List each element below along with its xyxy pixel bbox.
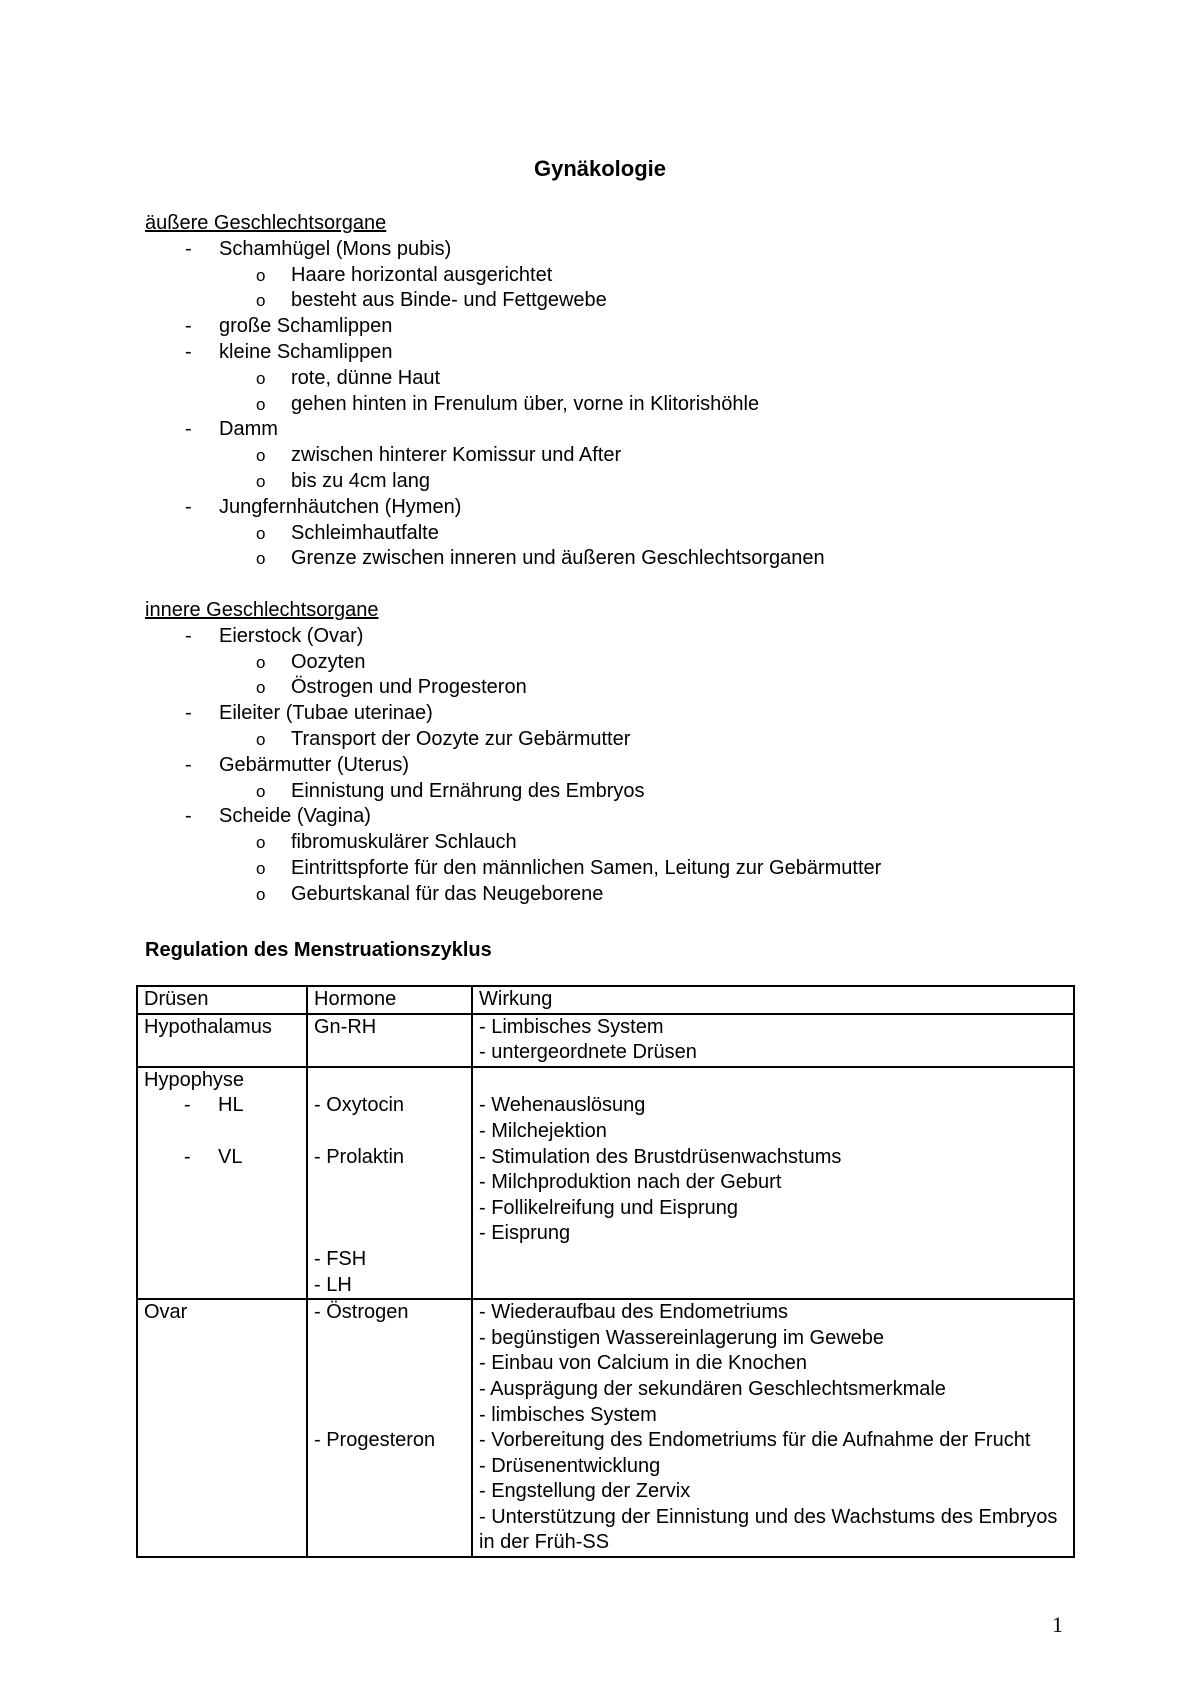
sub-list-item [145, 469, 1145, 495]
sub-list-item-text: Östrogen und Progesteron [291, 676, 527, 699]
effect-line: - begünstigen Wassereinlagerung im Gewebe [479, 1326, 885, 1349]
bullet-marker: o [256, 652, 266, 672]
header-glands-text: Drüsen [144, 988, 209, 1010]
list-item-text: Jungfernhäutchen (Hymen) [219, 495, 462, 518]
sub-list-item [145, 856, 1145, 882]
sub-gland [144, 1145, 300, 1171]
sub-list-item [145, 263, 1145, 289]
dash-marker: - [185, 340, 192, 363]
dash-marker: - [185, 805, 192, 828]
blank-line [314, 1196, 465, 1222]
section-heading-inner: innere Geschlechtsorgane [145, 598, 379, 621]
list-item-text: Scheide (Vagina) [219, 805, 371, 828]
sub-list-item-text: bis zu 4cm lang [291, 469, 430, 492]
section-heading-outer: äußere Geschlechtsorgane [145, 212, 387, 234]
list-item [145, 495, 1145, 521]
list-item-text: Gebärmutter (Uterus) [219, 753, 410, 776]
hormone-cell [307, 1014, 472, 1067]
gland-name: Ovar [144, 1301, 188, 1324]
gland-cell [137, 1067, 307, 1299]
list-item-text: Damm [219, 418, 278, 441]
effect-line: - Vorbereitung des Endometriums für die Aufnahme der Frucht [479, 1429, 1031, 1452]
blank-line [314, 1351, 465, 1377]
sub-list-item [145, 727, 1145, 753]
effect-line: - Unterstützung der Einnistung und des Wachstums des Embryos in der Früh-SS [479, 1505, 1058, 1554]
sub-list-item [145, 882, 1145, 908]
sub-list-item-text: rote, dünne Haut [291, 366, 440, 389]
effect-line: - limbisches System [479, 1403, 657, 1426]
dash-marker: - [185, 624, 192, 647]
sub-list-item [145, 288, 1145, 314]
sub-list-item-text: Geburtskanal für das Neugeborene [291, 882, 604, 905]
blank-line [314, 1377, 465, 1403]
table-row [137, 1014, 1074, 1067]
header-cell-hormones [307, 986, 472, 1014]
list-item [145, 340, 1145, 366]
bullet-marker: o [256, 833, 266, 853]
sub-list-item-text: Einnistung und Ernährung des Embryos [291, 779, 645, 802]
sub-gland-name: VL [218, 1145, 243, 1168]
effect-line: - Wiederaufbau des Endometriums [479, 1301, 789, 1324]
hormone-name: - LH [314, 1273, 352, 1296]
outline-organs [145, 211, 1145, 908]
bullet-marker: o [256, 394, 266, 414]
header-effect-text: Wirkung [479, 988, 553, 1010]
table-row [137, 1067, 1074, 1299]
hormone-cell [307, 1067, 472, 1299]
bullet-marker: o [256, 729, 266, 749]
hormone-table [136, 985, 1075, 1558]
blank-line [314, 1068, 465, 1094]
sub-list-item-text: Eintrittspforte für den männlichen Samen, Leitung zur Gebärmutter [291, 856, 882, 879]
blank-line [314, 1170, 465, 1196]
list-item-text: Schamhügel (Mons pubis) [219, 237, 452, 260]
blank-line [314, 1326, 465, 1352]
effect-cell [472, 1014, 1074, 1067]
sub-list-item [145, 779, 1145, 805]
bullet-marker: o [256, 549, 266, 569]
effect-line: - Drüsenentwicklung [479, 1454, 661, 1477]
bullet-marker: o [256, 884, 266, 904]
bullet-marker: o [256, 446, 266, 466]
sub-list-item [145, 650, 1145, 676]
list-item-text: Eierstock (Ovar) [219, 624, 364, 647]
sub-gland-name: HL [218, 1094, 244, 1117]
effect-cell [472, 1067, 1074, 1299]
effect-line: - Eisprung [479, 1222, 571, 1245]
header-hormones-text: Hormone [314, 988, 397, 1010]
effect-cell [472, 1299, 1074, 1557]
dash-marker: - [185, 702, 192, 725]
effect-line: - Ausprägung der sekundären Geschlechtsmerkmale [479, 1377, 946, 1400]
hormone-name: - Östrogen [314, 1301, 409, 1324]
bullet-marker: o [256, 265, 266, 285]
effect-line: - Limbisches System [479, 1015, 664, 1038]
list-item-text: Eileiter (Tubae uterinae) [219, 702, 433, 725]
sub-list-item [145, 443, 1145, 469]
list-item [145, 417, 1145, 443]
blank-line [314, 1403, 465, 1429]
dash-marker: - [185, 753, 192, 776]
sub-list-item [145, 546, 1145, 572]
sub-list-item-text: besteht aus Binde- und Fettgewebe [291, 289, 607, 312]
blank-line [314, 1119, 465, 1145]
sub-list-item-text: Grenze zwischen inneren und äußeren Geschlechtsorganen [291, 547, 825, 570]
sub-list-item-text: Oozyten [291, 650, 366, 673]
blank-line [144, 1119, 300, 1145]
sub-list-item [145, 675, 1145, 701]
gland-name: Hypophyse [144, 1068, 245, 1091]
dash-marker: - [185, 315, 192, 338]
header-cell-effect [472, 986, 1074, 1014]
bullet-marker: o [256, 471, 266, 491]
list-item-text: kleine Schamlippen [219, 340, 393, 363]
list-item [145, 314, 1145, 340]
effect-line: - Engstellung der Zervix [479, 1480, 691, 1503]
list-item [145, 804, 1145, 830]
table-header-row [137, 986, 1074, 1014]
gland-cell [137, 1299, 307, 1557]
sub-list-item-text: Haare horizontal ausgerichtet [291, 263, 553, 286]
sub-list-item [145, 830, 1145, 856]
gland-cell [137, 1014, 307, 1067]
table-row [137, 1299, 1074, 1557]
effect-line: - Einbau von Calcium in die Knochen [479, 1352, 807, 1375]
header-cell-glands [137, 986, 307, 1014]
bullet-marker: o [256, 523, 266, 543]
sub-list-item-text: Transport der Oozyte zur Gebärmutter [291, 727, 631, 750]
dash-marker: - [185, 237, 192, 260]
hormone-name: - Progesteron [314, 1429, 436, 1452]
page-title: Gynäkologie [533, 156, 667, 181]
sub-list-item-text: gehen hinten in Frenulum über, vorne in Klitorishöhle [291, 392, 760, 415]
list-item [145, 753, 1145, 779]
dash-marker: - [185, 418, 192, 441]
bullet-marker: o [256, 678, 266, 698]
sub-list-item [145, 366, 1145, 392]
section-title-regulation: Regulation des Menstruationszyklus [145, 939, 492, 961]
effect-line: - Milchproduktion nach der Geburt [479, 1171, 782, 1194]
sub-list-item-text: fibromuskulärer Schlauch [291, 831, 517, 854]
page-number: 1 [1052, 1612, 1063, 1637]
effect-line: - Milchejektion [479, 1119, 607, 1142]
bullet-marker: o [256, 781, 266, 801]
bullet-marker: o [256, 858, 266, 878]
effect-line: - Wehenauslösung [479, 1094, 646, 1117]
effect-line: - Stimulation des Brustdrüsenwachstums [479, 1145, 842, 1168]
sub-list-item [145, 392, 1145, 418]
gland-name: Hypothalamus [144, 1015, 272, 1038]
blank-line [314, 1221, 465, 1247]
list-item-text: große Schamlippen [219, 315, 393, 338]
hormone-name: - FSH [314, 1247, 367, 1270]
hormone-name: Gn-RH [314, 1015, 377, 1038]
sub-gland [144, 1093, 300, 1119]
bullet-marker: o [256, 368, 266, 388]
effect-line: - untergeordnete Drüsen [479, 1041, 697, 1064]
hormone-name: - Oxytocin [314, 1094, 405, 1117]
effect-line: - Follikelreifung und Eisprung [479, 1196, 739, 1219]
dash-marker: - [185, 495, 192, 518]
dash-marker: - [184, 1145, 191, 1168]
sub-list-item-text: Schleimhautfalte [291, 521, 439, 544]
blank-line [479, 1068, 1067, 1094]
dash-marker: - [184, 1094, 191, 1117]
hormone-name: - Prolaktin [314, 1145, 405, 1168]
sub-list-item [145, 521, 1145, 547]
spacer [145, 572, 1145, 598]
list-item [145, 624, 1145, 650]
sub-list-item-text: zwischen hinterer Komissur und After [291, 444, 622, 467]
list-item [145, 237, 1145, 263]
bullet-marker: o [256, 291, 266, 311]
hormone-cell [307, 1299, 472, 1557]
list-item [145, 701, 1145, 727]
